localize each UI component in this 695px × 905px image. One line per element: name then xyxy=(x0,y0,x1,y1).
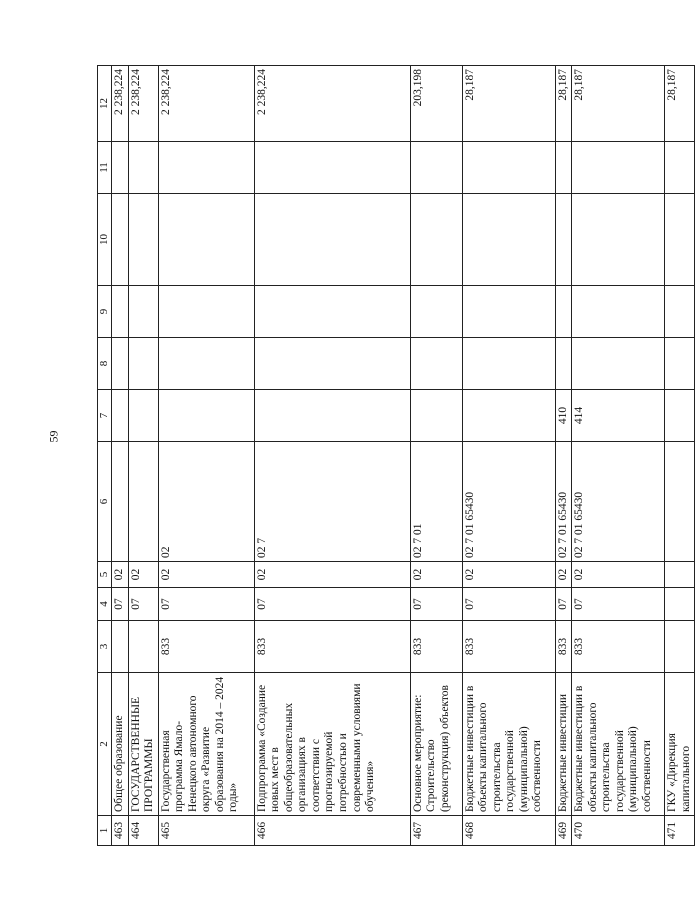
column-header: 6 xyxy=(98,442,112,562)
table-cell: 2 238,224 xyxy=(158,66,254,142)
table-cell: 07 xyxy=(158,588,254,621)
table-cell: Общее образование xyxy=(111,673,128,816)
table-cell xyxy=(665,142,695,194)
table-row xyxy=(158,66,254,846)
table-row xyxy=(111,66,128,846)
table-cell xyxy=(572,286,665,338)
table-cell xyxy=(128,390,158,442)
table-cell xyxy=(254,142,410,194)
table-row xyxy=(462,66,555,846)
table-cell: 02 7 xyxy=(254,442,410,562)
table-cell xyxy=(254,338,410,390)
column-header: 11 xyxy=(98,142,112,194)
table-cell: 02 xyxy=(158,562,254,588)
table-cell xyxy=(410,194,462,286)
table-cell: Бюджетные инвестиции xyxy=(555,673,572,816)
table-cell: Бюджетные инвестиции в объекты капитального строительства государственной (муниципальной) собственности xyxy=(462,673,555,816)
table-cell: 07 xyxy=(254,588,410,621)
table-cell xyxy=(555,338,572,390)
table-cell: 2 238,224 xyxy=(111,66,128,142)
column-header: 5 xyxy=(98,562,112,588)
table-cell xyxy=(462,286,555,338)
table-cell xyxy=(158,390,254,442)
table-cell: 02 7 01 65430 xyxy=(572,442,665,562)
table-cell: Государственная программа Ямало-Ненецкого автономного округа «Развитие образования на 2014 – 2024 годы» xyxy=(158,673,254,816)
table-cell xyxy=(410,286,462,338)
table-cell: 07 xyxy=(572,588,665,621)
table-cell xyxy=(665,621,695,673)
table-cell xyxy=(158,142,254,194)
table-cell xyxy=(410,338,462,390)
table-cell: 07 xyxy=(462,588,555,621)
table-cell: 02 xyxy=(410,562,462,588)
column-header: 4 xyxy=(98,588,112,621)
table-cell xyxy=(158,194,254,286)
table-row xyxy=(572,66,665,846)
table-cell: 203,198 xyxy=(410,66,462,142)
table-cell xyxy=(572,142,665,194)
table-cell: 28,187 xyxy=(665,66,695,142)
table-cell xyxy=(128,338,158,390)
table-cell xyxy=(254,286,410,338)
table-cell: 07 xyxy=(111,588,128,621)
table-cell xyxy=(665,562,695,588)
table-cell: 28,187 xyxy=(572,66,665,142)
table-cell xyxy=(555,194,572,286)
table-cell xyxy=(111,390,128,442)
table-cell xyxy=(665,338,695,390)
budget-table xyxy=(97,65,695,846)
table-cell xyxy=(462,390,555,442)
table-cell: 464 xyxy=(128,816,158,846)
column-header: 8 xyxy=(98,338,112,390)
table-cell xyxy=(462,194,555,286)
table-cell: 467 xyxy=(410,816,462,846)
column-header: 9 xyxy=(98,286,112,338)
table-cell: 410 xyxy=(555,390,572,442)
table-cell: 02 xyxy=(555,562,572,588)
table-header-row xyxy=(98,66,112,846)
table-cell: 833 xyxy=(254,621,410,673)
table-cell: Бюджетные инвестиции в объекты капитального строительства государственной (муниципальной) собственности xyxy=(572,673,665,816)
table-cell: 02 7 01 65430 xyxy=(555,442,572,562)
table-cell xyxy=(111,442,128,562)
table-cell xyxy=(665,390,695,442)
table-cell xyxy=(410,390,462,442)
table-cell: 468 xyxy=(462,816,555,846)
table-cell: 28,187 xyxy=(462,66,555,142)
table-cell: 466 xyxy=(254,816,410,846)
table-cell xyxy=(572,338,665,390)
column-header: 2 xyxy=(98,673,112,816)
table-cell: 833 xyxy=(462,621,555,673)
table-cell: 02 xyxy=(158,442,254,562)
table-cell: 2 238,224 xyxy=(254,66,410,142)
column-header: 3 xyxy=(98,621,112,673)
table-cell: 07 xyxy=(555,588,572,621)
table-cell xyxy=(128,442,158,562)
table-cell: 2 238,224 xyxy=(128,66,158,142)
table-cell xyxy=(462,338,555,390)
table-cell xyxy=(254,194,410,286)
table-cell: 02 7 01 xyxy=(410,442,462,562)
table-cell xyxy=(665,194,695,286)
table-cell xyxy=(158,338,254,390)
table-cell xyxy=(111,194,128,286)
table-row xyxy=(665,66,695,846)
table-row xyxy=(410,66,462,846)
table-row xyxy=(128,66,158,846)
table-cell: 02 xyxy=(111,562,128,588)
table-cell: 470 xyxy=(572,816,665,846)
table-cell xyxy=(572,194,665,286)
table-cell: 02 xyxy=(462,562,555,588)
table-cell: 02 7 01 65430 xyxy=(462,442,555,562)
table-cell xyxy=(158,286,254,338)
table-cell xyxy=(128,194,158,286)
table-cell: 833 xyxy=(572,621,665,673)
table-cell: 833 xyxy=(158,621,254,673)
table-cell: 28,187 xyxy=(555,66,572,142)
table-cell xyxy=(111,621,128,673)
table-cell: ГКУ «Дирекция капитального xyxy=(665,673,695,816)
table-row xyxy=(254,66,410,846)
table-cell xyxy=(128,286,158,338)
table-cell: ГОСУДАРСТВЕННЫЕ ПРОГРАММЫ xyxy=(128,673,158,816)
table-cell: 02 xyxy=(128,562,158,588)
table-cell: 02 xyxy=(254,562,410,588)
table-cell: 833 xyxy=(410,621,462,673)
table-cell: 02 xyxy=(572,562,665,588)
table-cell xyxy=(111,286,128,338)
table-cell xyxy=(111,338,128,390)
table-row xyxy=(555,66,572,846)
table-cell xyxy=(462,142,555,194)
table-cell xyxy=(555,286,572,338)
table-cell: 471 xyxy=(665,816,695,846)
table-cell xyxy=(128,142,158,194)
page-number: 59 xyxy=(46,430,61,443)
column-header: 10 xyxy=(98,194,112,286)
table-cell xyxy=(665,286,695,338)
table-cell xyxy=(555,142,572,194)
column-header: 7 xyxy=(98,390,112,442)
table-cell: 07 xyxy=(128,588,158,621)
table-cell: 469 xyxy=(555,816,572,846)
table-cell: 833 xyxy=(555,621,572,673)
table-cell: 07 xyxy=(410,588,462,621)
table-cell xyxy=(665,442,695,562)
table-cell xyxy=(111,142,128,194)
table-cell: 414 xyxy=(572,390,665,442)
table-cell: 465 xyxy=(158,816,254,846)
table-cell xyxy=(665,588,695,621)
table-cell xyxy=(128,621,158,673)
budget-table-container xyxy=(97,66,692,846)
table-cell: Подпрограмма «Создание новых мест в общеобразовательных организациях в соответствии с прогнозируемой потребностью и современными условиями обучения» xyxy=(254,673,410,816)
column-header: 12 xyxy=(98,66,112,142)
table-cell: 463 xyxy=(111,816,128,846)
table-cell xyxy=(410,142,462,194)
column-header: 1 xyxy=(98,816,112,846)
table-cell: Основное мероприятие: Строительство (реконструкция) объектов xyxy=(410,673,462,816)
table-cell xyxy=(254,390,410,442)
